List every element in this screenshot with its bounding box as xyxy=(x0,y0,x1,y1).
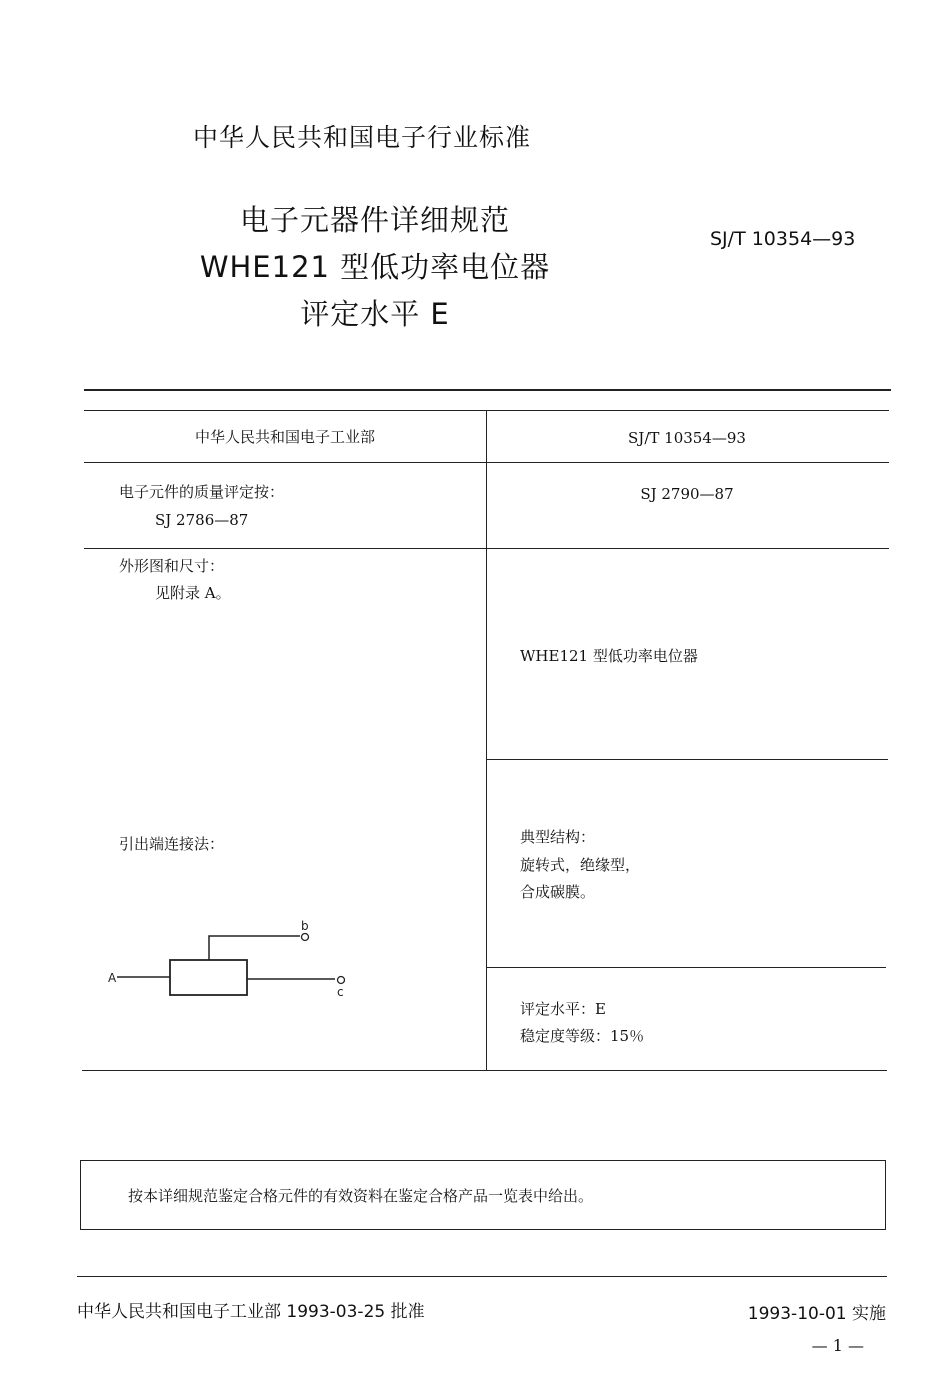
approval-text: 中华人民共和国电子工业部 1993-03-25 批准 xyxy=(77,1302,425,1322)
resistor-body xyxy=(170,960,247,995)
terminal-c xyxy=(338,977,345,984)
terminal-connection-label: 引出端连接法： xyxy=(119,835,225,853)
table-row-rule-3 xyxy=(486,759,888,760)
label-a: A xyxy=(108,971,117,985)
sectional-spec-cell: SJ 2790—87 xyxy=(640,485,734,503)
label-b: b xyxy=(301,920,309,933)
typical-structure-label: 典型结构： xyxy=(520,828,596,846)
structure-material: 合成碳膜。 xyxy=(520,883,596,901)
page-number: — 1 — xyxy=(811,1336,864,1355)
quality-assessment-label: 电子元件的质量评定按： xyxy=(119,483,285,501)
footer-rule xyxy=(77,1276,887,1277)
label-c: c xyxy=(337,985,344,999)
standard-code: SJ/T 10354—93 xyxy=(710,228,856,250)
quality-assessment-standard: SJ 2786—87 xyxy=(155,511,249,529)
structure-type: 旋转式，绝缘型， xyxy=(520,856,641,874)
note-text: 按本详细规范鉴定合格元件的有效资料在鉴定合格产品一览表中给出。 xyxy=(128,1187,594,1205)
ministry-cell: 中华人民共和国电子工业部 xyxy=(194,428,375,446)
effective-date-text: 1993-10-01 实施 xyxy=(747,1304,886,1324)
stability-grade: 稳定度等级：15％ xyxy=(520,1027,645,1045)
table-column-divider xyxy=(486,410,487,1071)
top-thick-rule xyxy=(84,389,891,391)
table-bottom-rule xyxy=(82,1070,887,1071)
assessment-level: 评定水平：E xyxy=(520,1000,606,1018)
product-name-cell: WHE121 型低功率电位器 xyxy=(520,647,698,665)
outline-dimensions-ref: 见附录 A。 xyxy=(155,584,231,602)
wiper-lead xyxy=(209,936,300,960)
table-row-rule-4 xyxy=(486,967,886,968)
spec-title-line2: WHE121 型低功率电位器 xyxy=(199,250,551,284)
terminal-connection-diagram xyxy=(105,920,365,1010)
standard-code-cell: SJ/T 10354—93 xyxy=(628,429,746,447)
outline-dimensions-label: 外形图和尺寸： xyxy=(119,557,225,575)
wiper-terminal xyxy=(302,934,309,941)
standard-body-title: 中华人民共和国电子行业标准 xyxy=(193,123,532,152)
spec-title-line1: 电子元器件详细规范 xyxy=(239,203,510,237)
spec-title-line3: 评定水平 E xyxy=(300,297,450,331)
